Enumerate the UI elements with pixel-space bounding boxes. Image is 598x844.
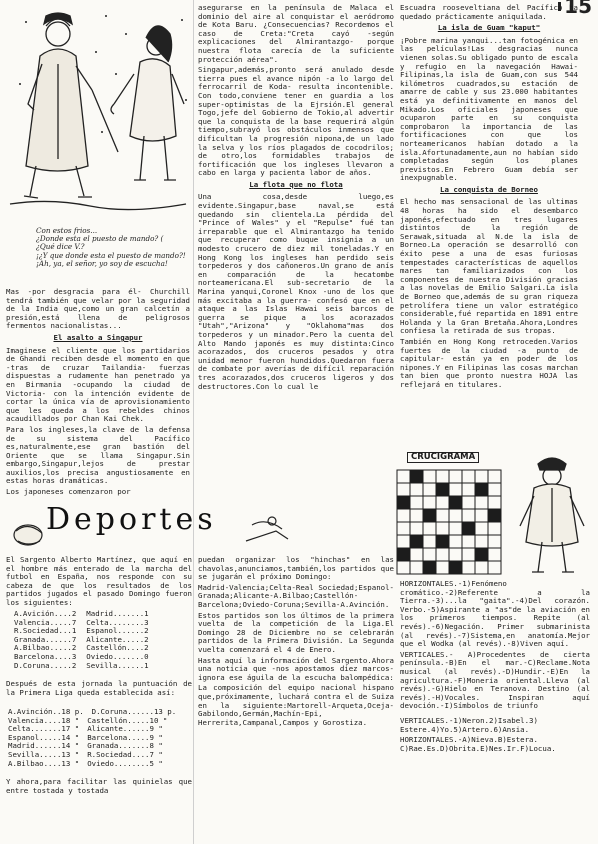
crossword-cell — [462, 509, 475, 522]
crossword-cell — [475, 561, 488, 574]
article-text: Después de esta jornada la puntuación de la Primera Liga queda establecida así: — [6, 679, 192, 697]
crossword-cell — [423, 548, 436, 561]
crossword-cell — [410, 483, 423, 496]
table-row: Madrid......14 " Granada.......8 " — [8, 741, 163, 751]
page-number: 15 — [558, 2, 592, 11]
article-text: Los japoneses comenzaron por — [6, 487, 131, 497]
column-2 — [198, 4, 394, 393]
article-heading: La flota que no flota — [249, 179, 343, 189]
crossword-cell — [436, 496, 449, 509]
crossword-cell — [423, 561, 436, 574]
crossword-cell — [410, 561, 423, 574]
crossword-cell — [410, 535, 423, 548]
column-3 — [400, 4, 578, 392]
article-text: Estos partidos son los últimos de la primera vuelta de la competición de la Liga.El Domingo 28 de Diciembre no se celebrarán partidos de la Primera División. La Segunda vuelta comenzará el 4 de Enero. — [198, 610, 394, 654]
table-row: Valencia....18 " Castellón.....10 " — [8, 715, 168, 725]
article-text: Escuadra rooseveltiana del Pacífico ha quedado prácticamente aniquilada. — [400, 3, 578, 21]
crossword-cell — [449, 509, 462, 522]
crossword-cell — [410, 496, 423, 509]
crossword-cell — [475, 483, 488, 496]
caption-line: ¡Ah, ya, el señor, yo soy de escucha! — [36, 258, 168, 268]
crossword-cell — [397, 496, 410, 509]
table-row: A.Bilbao.....2 Castellón....2 — [14, 643, 149, 653]
crossword-grid — [395, 468, 507, 576]
deportes-column-2 — [198, 556, 394, 729]
crossword-cell — [488, 548, 501, 561]
crossword-cell — [462, 496, 475, 509]
crossword-cell — [449, 496, 462, 509]
table-row: Valencia.....7 Celta........3 — [14, 617, 149, 627]
table-row: A.Avinción..18 p. D.Coruna......13 p. — [8, 707, 177, 716]
caption-line: ¡¿Y que donde esta el puesto de mando?! — [36, 250, 186, 260]
article-text: Para los ingleses,la clave de la defensa de su sistema del Pacífico es,naturalmente,ese gran bastión del Oriente que se llama Singapur.Sin embargo,Singapur,lejos de prestar auxilios,los precisa angustiosamente en estas horas dramáticas. — [6, 424, 190, 486]
results-table — [14, 610, 149, 670]
crossword-cell — [397, 483, 410, 496]
crossword-cell — [462, 535, 475, 548]
crossword-cell — [436, 535, 449, 548]
crossword-cell — [436, 483, 449, 496]
table-row: R.Sociedad...1 Espanol......2 — [14, 626, 149, 636]
crossword-cell — [462, 561, 475, 574]
crossword-cell — [423, 522, 436, 535]
article-text: También en Hong Kong retroceden.Varios fuertes de la ciudad -a punto de capitular- están ya en poder de los nipones.Y en Filipinas las cosas marchan tan bien que pronto nuestra HOJA las reflejará en titulares. — [400, 336, 578, 389]
crossword-cell — [488, 561, 501, 574]
crossword-cell — [410, 548, 423, 561]
crossword-cell — [449, 561, 462, 574]
caption-line: ¿Qué dice V.? — [36, 242, 85, 252]
crossword-cell — [475, 535, 488, 548]
article-text: Madrid-Valencia;Celta-Real Sociedad;Espanol-Granada;Alicante-A.Bilbao;Castellón-Barcelona;Oviedo-Coruna;Sevilla-A.Avinción. — [198, 582, 394, 609]
crossword-cell — [475, 496, 488, 509]
column-1 — [6, 288, 190, 499]
crossword-cell — [397, 561, 410, 574]
crossword-cell — [449, 483, 462, 496]
crossword-cell — [410, 522, 423, 535]
table-row: Granada......7 Alicante.....2 — [14, 634, 149, 644]
article-text: Mas -por desgracia para él- Churchill tendrá también que velar por la seguridad de la India que,como un gran calcetín a presión,está llena de peligrosos fermentos nacionalistas... — [6, 287, 190, 331]
clue-text: VERTICALES.- A)Procedentes de cierta península.-B)En el mar.-C)Reclame.Nota musical (al revés).-D)Hundir.-E)En la agricultura.-F)Moneria oriental.Lleva (al revés).-G)Hielo en Teranova. Destino (al revés).-H)Vocales. Inspiran aquí devoción.-I)Símbolos de triunfo — [400, 649, 590, 711]
crossword-cell — [488, 470, 501, 483]
crossword-cell — [410, 509, 423, 522]
crossword-cell — [488, 522, 501, 535]
crossword-cell — [423, 483, 436, 496]
crossword-cell — [449, 535, 462, 548]
table-row: Sevilla.....13 " R.Sociedad....7 " — [8, 749, 163, 759]
table-row: A.Avición....2 Madrid.......1 — [14, 609, 149, 618]
clue-text: HORIZONTALES.-A)Nieva.B)Estera. C)Rae.Es.D)Obrita.E)Nes.Ir.F)Locua. — [400, 735, 556, 753]
article-text: Y ahora,para facilitar las quinielas que entre tostada y tostada — [6, 777, 192, 795]
crossword-cell — [397, 535, 410, 548]
clue-text: VERTICALES.-1)Neron.2)Isabel.3) Estere.4)Yo.5)Artero.6)Ansia. — [400, 715, 538, 734]
article-heading: La isla de Guam "kaput" — [437, 23, 541, 33]
crossword-cell — [488, 509, 501, 522]
crossword-cell — [462, 522, 475, 535]
crossword-cell — [423, 496, 436, 509]
column-rule — [193, 0, 194, 844]
crossword-cell — [397, 509, 410, 522]
table-row: Celta.......17 " Alicante......9 " — [8, 724, 163, 734]
crossword-cell — [423, 509, 436, 522]
crossword-cell — [410, 470, 423, 483]
crossword-cell — [462, 548, 475, 561]
article-text: Imaginese el cliente que los partidarios de Ghandi reciben desde el momento en que -tras de cruzar Tailandia- fuerzas dispuestas a rudamente han penetrado ya en Birmania -ocupando la ciudad de Victoria- con la intención evidente de cortar la única vía de aprovisionamiento que les queda a los rebeldes chinos acaudillados por Chan Kai Chek. — [6, 345, 190, 424]
crossword-cell — [449, 548, 462, 561]
cartoon-illustration — [6, 4, 192, 228]
table-row: A.Bilbao....13 " Oviedo........5 " — [8, 758, 163, 768]
crossword-cell — [436, 561, 449, 574]
article-text: asegurarse en la península de Malaca el dominio del aire al conquistar el aeródromo de Kota Baru. ¿Consecuencias? Recordemos el caso de Creta:"Creta cayó -según explicaciones del Almirantazgo- porque nuestra flota carecía de la suficiente protección aérea". — [198, 3, 394, 64]
article-text: ¡Pobre marina yanqui...tan fotogénica en las películas!Las desgracias nunca vienen solas.Su obligado punto de escala y refugio en la navegación Hawai-Filipinas,la isla de Guam,con sus 544 kilómetros cuadrados,su estación de amarre de cable y sus 23.000 habitantes está ya definitivamente en manos del Mikado.Los oficiales japoneses que ocuparon parte en su conquista comprobaron la importancia de las fortificaciones con que los norteamericanos habían dotado a la isla.Afortunadamente,aun no habían sido completadas según los planes previstos.En Febrero Guam debía ser inexpugnable. — [400, 35, 578, 183]
standings-intro-block — [6, 680, 192, 699]
cartoon-caption — [36, 227, 196, 268]
table-row: Barcelona....3 Oviedo.......0 — [14, 651, 149, 661]
crossword-cell — [462, 483, 475, 496]
crossword-cell — [436, 522, 449, 535]
article-text: Hasta aquí la información del Sargento.Ahora una noticia que -nos apostamos diez marcos- ignora ese águila de la escucha balompédica: — [198, 655, 394, 682]
deportes-title: Deportes — [46, 502, 217, 537]
crossword-cell — [462, 470, 475, 483]
crossword-cell — [488, 496, 501, 509]
crossword-clues — [400, 580, 590, 755]
crossword-cell — [488, 483, 501, 496]
crossword-cell — [475, 522, 488, 535]
crossword-cell — [397, 522, 410, 535]
crossword-cell — [436, 470, 449, 483]
caption-line: ¿Donde esta el puesto de mando? ( — [36, 234, 164, 244]
crossword-cell — [397, 548, 410, 561]
crossword-cell — [423, 470, 436, 483]
article-text: Singapur,además,pronto será anulado desde tierra pues el avance nipón -a lo largo del ferrocarril de Koda- resulta incontenible. Con todo,conviene tener en guardia a los super-optimistas de la Ejrsión.El general Togo,jefe del Gobierno de Tokio,al advertir que la conquista de la base requerirá algún tiempo,subrayó los obstáculos inmensos que dificultan la progresión nipona,de un lado la selva y los ríos plagados de cocodrilos; de otro,los formidables trabajos de fortificación que los ingleses llevaron a cabo en larga y pacienta labor de años. — [198, 65, 394, 178]
deportes-column-1 — [6, 556, 192, 610]
table-row: D.Coruna.....2 Sevilla......1 — [14, 660, 149, 670]
crossword-cell — [423, 535, 436, 548]
article-text: La composición del equipo nacional hispano que,próximamente, luchará contra el de Suiza en la siguiente:Martorell-Arqueta,Oceja-Gabilondo,Germán,Machín-Epi, Herrerita,Campanal,Campos y Gorostiza. — [198, 683, 394, 727]
article-text: El hecho mas sensacional de las ultimas 48 horas ha sido el desembarco japonés,efectuado en tres lugares distintos de la región de Serawak,situada al N.de la isla de Borneo.La operación se desarrolló con éxito pese a una de esas furiosas tempestades características de aquellos mares tan familiarizados con los componentes de nuestra División gracias a las novelas de Emilio Salgari.La isla de Borneo que,además de su gran riqueza petrolífera tiene un valor estratégico considerable,fué repartida en 1891 entre Holanda y la Gran Bretaña.Ahora,Londres confiesa la retirada de sus tropas. — [400, 197, 578, 336]
deportes-tail-block — [6, 778, 192, 797]
article-heading: El asalto a Singapur — [53, 332, 143, 342]
crossword-cell — [449, 470, 462, 483]
caption-line: Con estos frios... — [36, 226, 98, 235]
crossword-cell — [475, 548, 488, 561]
crossword-cell — [436, 509, 449, 522]
crossword-cell — [488, 535, 501, 548]
standings-table — [8, 708, 176, 768]
article-text: Una cosa,desde luego,es evidente.Singapur,base naval,se está quedando sin clientela.La pérdida del "Prince of Wales" y el "Repulse" fué tan irreparable que el Almirantazgo ha tenido que recuperar como buque insignia a un modesto crucero de diez mil toneladas.Y en Hong Kong los ingleses han perdido seis torpederos y dos cañoneros.Un grano de anís en comparación de la hecatombe norteamericana.El sub-secretario de la Marina yanqui,Coronel Knox -uno de los que más excitaba a la guerra- confesó que en el ataque a las Islas Hawai seis barcos de guerra se pique a los acorazados "Utah","Arizona" y "Oklahoma"mas dos torpederos y un minador.Pero la cuenta del Alto Mando japonés es muy distinta:Cinco acorazados, dos cruceros pesados y otra unidad menor fueron hundidos.Quedaron fuera de combate por averías de difícil reparación tres acorazados,dos cruceros ligeros y dos destructores.Con lo cual le — [198, 192, 394, 391]
crossword-cell — [475, 509, 488, 522]
clue-text: HORIZONTALES.-1)Fenómeno cromático.-2)Referente a la Tierra.-3)...la "gaita".-4)Del corazón. Verbo.-5)Aspirante a "as"de la aviación en los primeros tiempos. Repite (al revés).-6)Negación. Primer submarinista (al revés).-7)Sistema,en anatomía.Mejor que el Wodka (al revés).-8)Viven aquí. — [400, 579, 590, 649]
table-row: Espanol.....14 " Barcelona.....9 " — [8, 732, 163, 742]
article-text: puedan organizar los "hinchas" en las chavolas,anunciamos,también,los partidos que se jugarán el próximo Domingo: — [198, 555, 394, 582]
article-heading: La conquista de Borneo — [440, 184, 538, 194]
article-text: El Sargento Alberto Martínez, que aquí en el hombre más enterado de la marcha del futbol en España, nos responde con su cabeza de que los resultados de los partidos jugados el pasado Domingo fueron los siguientes: — [6, 555, 192, 607]
crossword-cell — [436, 548, 449, 561]
crossword-cell — [397, 470, 410, 483]
crossword-title: CRUCIGRAMA — [407, 452, 479, 463]
crossword-cell — [449, 522, 462, 535]
crossword-cell — [475, 470, 488, 483]
soldier-illustration — [512, 452, 592, 580]
